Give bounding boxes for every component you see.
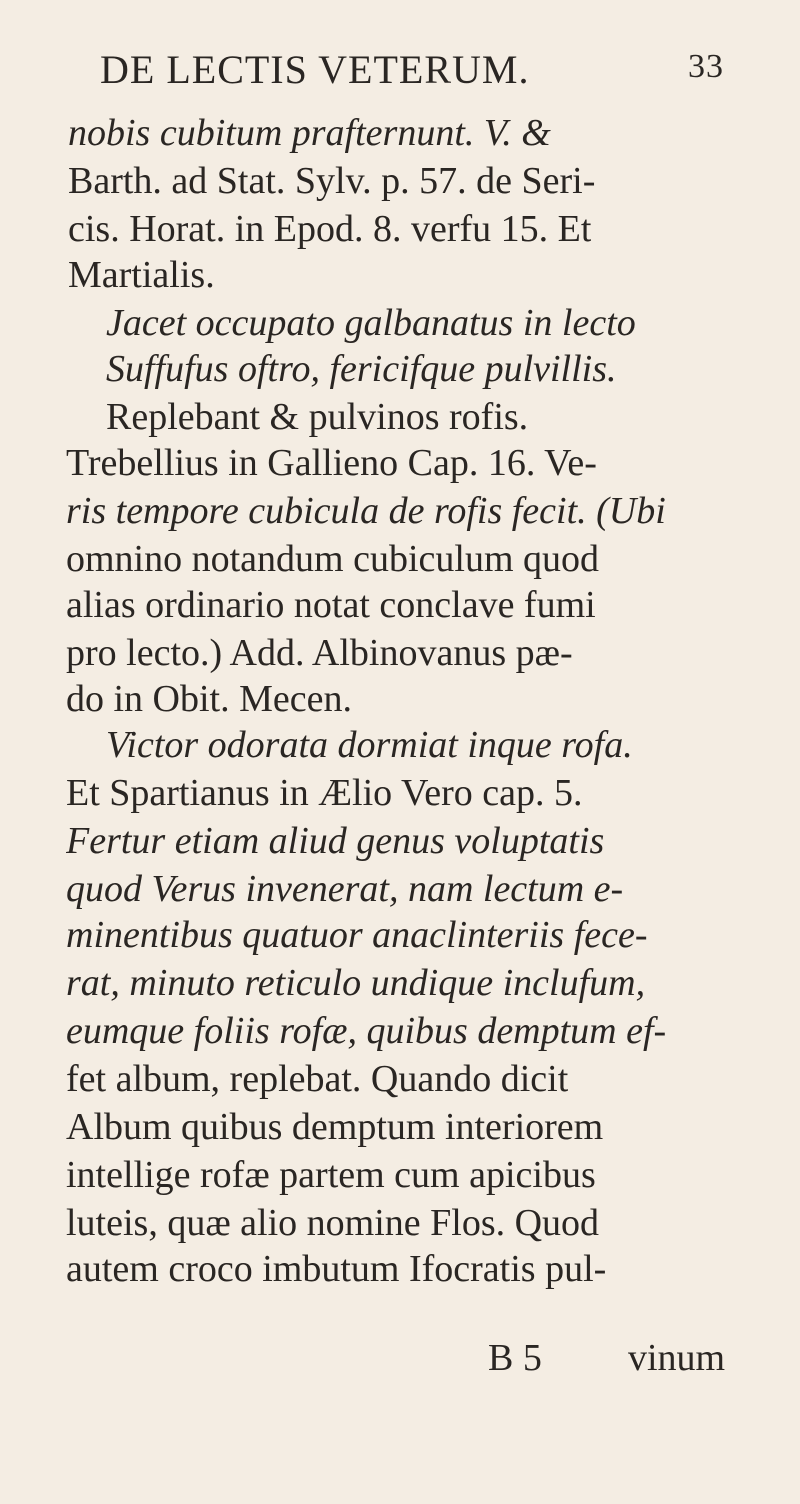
page-header <box>100 46 800 106</box>
text-line: do in Obit. Mecen. <box>66 678 353 720</box>
text-line: fet album, replebat. Quando dicit <box>66 1058 569 1100</box>
text-line: eumque foliis rofæ, quibus demptum ef- <box>66 1010 667 1052</box>
verse-line: Jacet occupato galbanatus in lecto <box>106 302 636 344</box>
text-line: Album quibus demptum interiorem <box>66 1106 604 1148</box>
text-line: Fertur etiam aliud genus voluptatis <box>66 820 605 862</box>
text-line: pro lecto.) Add. Albinovanus pæ- <box>66 632 573 674</box>
text-line: Trebellius in Gallieno Cap. 16. Ve- <box>66 442 597 484</box>
text-line: Replebant & pulvinos rofis. <box>106 396 529 438</box>
text-line: omnino notandum cubiculum quod <box>66 538 600 580</box>
page-footer <box>0 1336 800 1396</box>
text-line: luteis, quæ alio nomine Flos. Quod <box>66 1202 600 1244</box>
text-line: minentibus quatuor anaclinteriis fece- <box>66 914 648 956</box>
text-line: Barth. ad Stat. Sylv. p. 57. de Seri- <box>68 160 596 202</box>
text-line: quod Verus invenerat, nam lectum e- <box>66 868 624 910</box>
verse-line: Victor odorata dormiat inque rofa. <box>106 724 633 766</box>
text-line: Et Spartianus in Ælio Vero cap. 5. <box>66 772 583 814</box>
text-line: cis. Horat. in Epod. 8. verfu 15. Et <box>68 208 592 250</box>
text-line: Martialis. <box>68 254 215 296</box>
text-line: rat, minuto reticulo undique inclufum, <box>66 962 646 1004</box>
text-line: nobis cubitum prafternunt. V. & <box>68 112 551 154</box>
running-title: DE LECTIS VETERUM. <box>100 47 530 92</box>
catchword: vinum <box>628 1337 726 1379</box>
verse-line: Suffufus oftro, fericifque pulvillis. <box>106 348 617 390</box>
text-line: alias ordinario notat conclave fumi <box>66 584 596 626</box>
signature-mark: B 5 <box>488 1337 542 1379</box>
text-line: autem croco imbutum Ifocratis pul- <box>66 1248 607 1290</box>
text-line: intellige rofæ partem cum apicibus <box>66 1154 596 1196</box>
text-line: ris tempore cubicula de rofis fecit. (Ubi <box>66 490 666 532</box>
page-number: 33 <box>688 48 724 85</box>
